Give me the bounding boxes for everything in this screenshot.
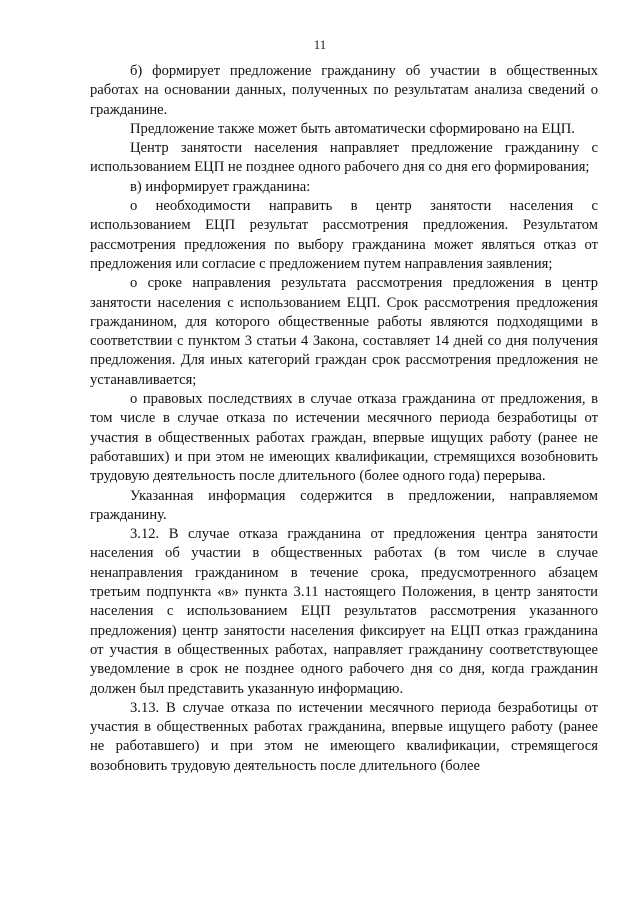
paragraph-3-13: 3.13. В случае отказа по истечении месячного периода безработицы от участия в общественных работах гражданина, впервые ищущего работу (ранее не работавшего) и при этом не имеющего квалификации, стремящегося возобновить трудовую деятельность после длительного (более — [90, 699, 598, 774]
paragraph-3-12: 3.12. В случае отказа гражданина от предложения центра занятости населения об участии в общественных работах (в том числе в случае ненаправления гражданином в течение срока, предусмотренного абзацем третьим подпункта «в» пункта 3.11 настоящего Положения, в центр занятости населения с использованием ЕЦП результатов рассмотрения указанного предложения) центр занятости населения фиксирует на ЕЦП отказ гражданина от участия в общественных работах, направляет гражданину соответствующее уведомление в срок не позднее одного рабочего дня со дня, когда гражданин должен был представить указанную информацию. — [90, 526, 598, 697]
paragraph-sending-offer: Центр занятости населения направляет предложение гражданину с использованием ЕЦП не позднее одного рабочего дня со дня его формирования; — [90, 140, 598, 176]
paragraph-necessity: о необходимости направить в центр занятости населения с использованием ЕЦП результат рассмотрения предложения. Результатом рассмотрения предложения по выбору гражданина может являться отказ от предложения или согласие с предложением путем направления заявления; — [90, 198, 598, 272]
paragraph-info-in-offer: Указанная информация содержится в предложении, направляемом гражданину. — [90, 487, 598, 523]
document-body — [90, 62, 598, 776]
paragraph-deadline: о сроке направления результата рассмотрения предложения в центр занятости населения с использованием ЕЦП. Срок рассмотрения предложения гражданином, для которого общественные работы являются подходящими в соответствии с пунктом 3 статьи 4 Закона, составляет 14 дней со дня получения предложения. Для иных категорий граждан срок рассмотрения предложения не устанавливается; — [90, 275, 598, 388]
paragraph-3-11-b: б) формирует предложение гражданину об участии в общественных работах на основании данных, полученных по результатам анализа сведений о гражданине. — [90, 63, 598, 118]
paragraph-3-11-v: в) информирует гражданина: — [130, 178, 311, 195]
paragraph-auto-formation: Предложение также может быть автоматически сформировано на ЕЦП. — [130, 120, 575, 137]
page-number: 11 — [313, 37, 327, 52]
paragraph-legal-consequences: о правовых последствиях в случае отказа гражданина от предложения, в том числе в случае отказа по истечении месячного периода безработицы от участия в общественных работах граждан, впервые ищущих работу (ранее не работавших) и при этом не имеющих квалификации, стремящихся возобновить трудовую деятельность после длительного (более одного года) перерыва. — [90, 391, 598, 485]
